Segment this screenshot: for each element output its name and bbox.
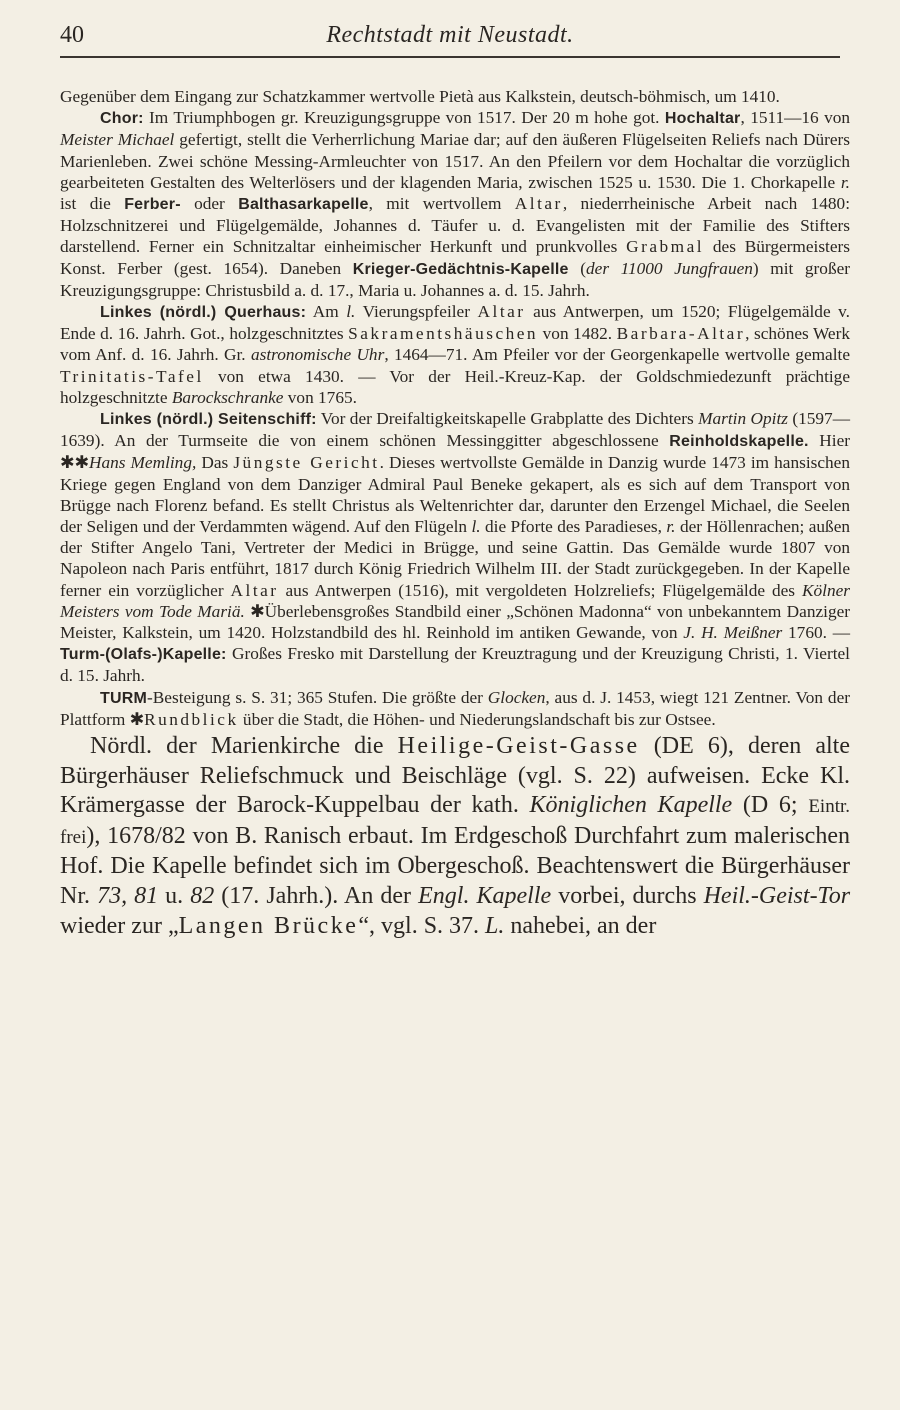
name-meister-michael: Meister Michael <box>60 130 175 150</box>
running-header <box>60 16 840 58</box>
keyword-krieger-kapelle: Krieger-Gedächtnis-Kapelle <box>352 260 569 278</box>
heading-querhaus: Linkes (nördl.) Querhaus: <box>100 304 307 322</box>
paragraph-querhaus: Linkes (nördl.) Querhaus: Am l. Vierungspfeiler Altar aus Antwerpen, um 1520; Flügelgemälde v. Ende d. 16. Jahrh. Got., holzgeschnitztes Sakramentshäuschen von 1482. Barbara-Altar, schönes Werk vom Anf. d. 16. Jahrh. Gr. astronomische Uhr, 1464—71. Am Pfeiler vor der Georgenkapelle wertvolle gemalte Trinitatis-Tafel von etwa 1430. — Vor der Heil.-Kreuz-Kap. der Goldschmiedezunft prächtige holzgeschnitzte Barockschranke von 1765. <box>60 302 851 407</box>
paragraph-turm: TURM-Besteigung s. S. 31; 365 Stufen. Die größte der Glocken, aus d. J. 1453, wiegt 121 Zentner. Von der Plattform ✱Rundblick über die Stadt, die Höhen- und Niederungslandschaft bis zur Ostsee. <box>60 687 850 729</box>
keyword-ferber: Ferber- <box>124 196 181 214</box>
keyword-reinholdskapelle: Reinholdskapelle. <box>669 433 809 451</box>
heading-chor: Chor: <box>100 110 144 128</box>
star-icon: ✱ <box>129 709 145 729</box>
star-icon: ✱ <box>250 601 265 621</box>
double-star-icon: ✱✱ <box>60 453 89 473</box>
paragraph-pieta: Gegenüber dem Eingang zur Schatzkammer wertvolle Pietà aus Kalkstein, deutsch-böhmisch, um 1410. <box>60 87 780 106</box>
paragraph-chor: Chor: Im Triumphbogen gr. Kreuzigungsgruppe von 1517. Der 20 m hohe got. Hochaltar, 1511—16 von Meister Michael gefertigt, stellt die Verherrlichung Mariae dar; auf den äußeren Flügelseiten Reliefs nach Dürers Marienleben. Zwei schöne Messing-Armleuchter von 1517. An den Pfeilern vor dem Hochaltar die vorzüglich gearbeiteten Gestalten des Welterlösers und der klagenden Maria, zwischen 1525 u. 1530. Die 1. Chorkapelle r. ist die Ferber- oder Balthasarkapelle, mit wertvollem Altar, niederrheinische Arbeit nach 1480: Holzschnitzerei und Flügelgemälde, Johannes d. Täufer u. d. Evangelisten mit der Familie des Stifters darstellend. Ferner ein Schnitzaltar einheimischer Herkunft und prunkvolles Grabmal des Bürgermeisters Konst. Ferber (gest. 1654). Daneben Krieger-Gedächtnis-Kapelle (der 11000 Jungfrauen) mit großer Kreuzigungsgruppe: Christusbild a. d. 17., Maria u. Johannes a. d. 15. Jahrh. <box>60 108 851 300</box>
heading-seitenschiff: Linkes (nördl.) Seitenschiff: <box>100 411 317 429</box>
large-print-section <box>60 732 850 941</box>
heading-turm: TURM <box>100 689 148 707</box>
small-print-section <box>60 86 850 730</box>
keyword-hochaltar: Hochaltar <box>664 110 741 128</box>
paragraph-seitenschiff: Linkes (nördl.) Seitenschiff: Vor der Dreifaltigkeitskapelle Grabplatte des Dichters Martin Opitz (1597—1639). An der Turmseite die von einem schönen Messinggitter abgeschlossene Reinholdskapelle. Hier ✱✱Hans Memling, Das Jüngste Gericht. Dieses wertvollste Gemälde in Danzig wurde 1473 im hansischen Kriege gegen England von dem Danziger Admiral Paul Beneke gekapert, als es sich auf dem Transport von Brügge nach Florenz befand. Es stellt Christus als Weltenrichter dar, darunter den Erzengel Michael, die Seelen der Seligen und der Verdammten wägend. Auf den Flügeln l. die Pforte des Paradieses, r. der Höllenrachen; außen der Stifter Angelo Tani, Vertreter der Medici in Brügge, und seine Gattin. Das Gemälde wurde 1807 von Napoleon nach Paris entführt, 1817 durch König Friedrich Wilhelm III. der Stadt zurückgegeben. In der Kapelle ferner ein vorzüglicher Altar aus Antwerpen (1516), mit vergoldeten Holzreliefs; Flügelgemälde des Kölner Meisters vom Tode Mariä. ✱Überlebensgroßes Standbild einer „Schönen Madonna“ von unbekanntem Danziger Meister, Kalkstein, um 1420. Holzstandbild des hl. Reinhold im antiken Gewande, von J. H. Meißner 1760. — Turm-(Olafs-)Kapelle: Großes Fresko mit Darstellung der Kreuztragung und der Kreuzigung Christi, 1. Viertel d. 15. Jahrh. <box>60 409 851 686</box>
running-title: Rechtstadt mit Neustadt. <box>326 22 574 48</box>
page-body <box>60 86 850 941</box>
page-number: 40 <box>60 22 84 48</box>
keyword-turm-kapelle: Turm-(Olafs-)Kapelle: <box>60 646 227 664</box>
keyword-balthasarkapelle: Balthasarkapelle <box>238 196 369 214</box>
paragraph-heilige-geist-gasse: Nördl. der Marienkirche die Heilige-Geist-Gasse (DE 6), deren alte Bürgerhäuser Reliefschmuck und Beischläge (vgl. S. 22) aufweisen. Ecke Kl. Krämergasse der Barock-Kuppelbau der kath. Königlichen Kapelle (D 6; Eintr. frei), 1678/82 von B. Ranisch erbaut. Im Erdgeschoß Durchfahrt zum malerischen Hof. Die Kapelle befindet sich im Obergeschoß. Beachtenswert die Bürgerhäuser Nr. 73, 81 u. 82 (17. Jahrh.). An der Engl. Kapelle vorbei, durchs Heil.-Geist-Tor wieder zur „Langen Brücke“, vgl. S. 37. L. nahebei, an der <box>60 733 851 939</box>
